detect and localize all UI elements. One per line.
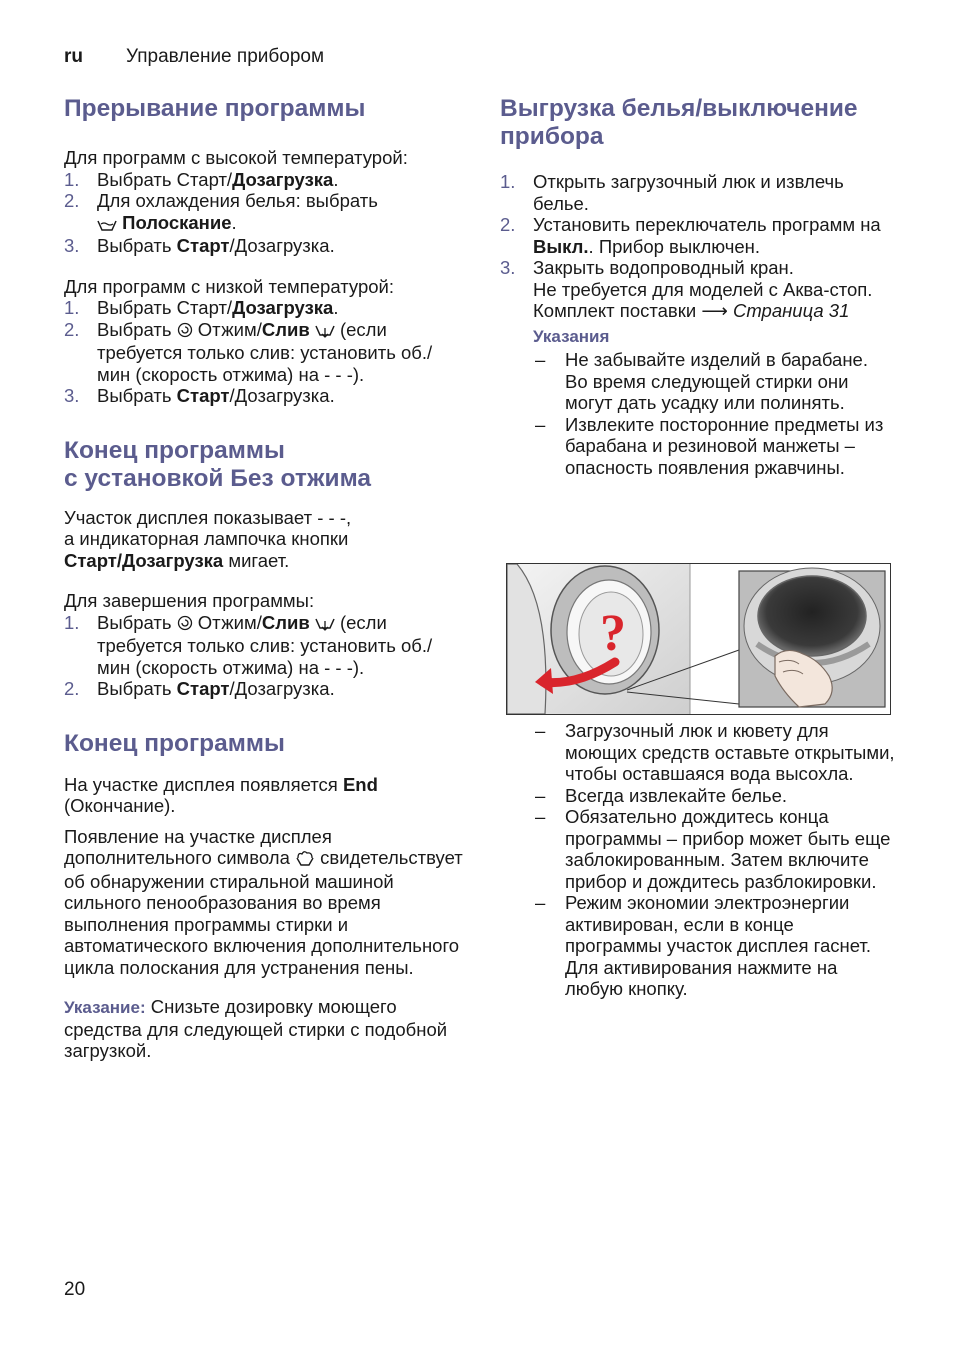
- spin-icon: [177, 321, 193, 343]
- nospin-paragraph: Участок дисплея показывает - - -, а индикаторная лампочка кнопки Старт/Дозагрузка мигает.: [64, 506, 352, 571]
- spin-icon: [177, 614, 193, 636]
- page-header: [64, 46, 324, 68]
- list-item: 1. Выбрать Отжим/Слив (если требуется только слив: установить об./мин (скорость отжима) на - - -).: [64, 611, 433, 678]
- heading-nospin: Конец программы с установкой Без отжима: [64, 436, 372, 492]
- page-reference[interactable]: Страница 31: [732, 300, 850, 321]
- drain-icon: [315, 321, 335, 343]
- language-code: ru: [64, 46, 83, 67]
- finish-steps: [64, 612, 464, 700]
- list-item: 3. Выбрать Старт/Дозагрузка.: [64, 235, 335, 256]
- heading-end: Конец программы: [64, 729, 285, 757]
- rinse-icon: [97, 214, 117, 236]
- list-item: 2. Выбрать Отжим/Слив (если требуется только слив: установить об./мин (скорость отжима) на - - -).: [64, 318, 433, 385]
- list-item: – Не забывайте изделий в барабане. Во время следующей стирки они могут дать усадку или полинять.: [535, 349, 868, 413]
- list-item: – Загрузочный люк и кювету для моющих средств оставьте открытыми, чтобы оставшаяся вода высохла.: [535, 720, 895, 784]
- right-column: [500, 95, 895, 999]
- list-item: 1. Открыть загрузочный люк и извлечь белье.: [500, 171, 844, 214]
- list-item: 3. Выбрать Старт/Дозагрузка.: [64, 385, 335, 406]
- heading-unload: Выгрузка белья/выключение прибора: [500, 95, 858, 150]
- low-temp-intro: Для программ с низкой температурой:: [64, 275, 394, 297]
- notes-list: [533, 349, 895, 478]
- left-column: [64, 95, 464, 1062]
- arrow-icon: ⟶: [701, 300, 728, 321]
- drain-icon: [315, 614, 335, 636]
- list-item: 3. Закрыть водопроводный кран. Не требуется для моделей с Аква-стоп. Комплект поставки ⟶ Страница 31 Указания: [500, 257, 895, 347]
- foam-icon: [295, 849, 315, 871]
- end-hint: Указание: Снизьте дозировку моющего средства для следующей стирки с подобной загрузкой.: [64, 996, 448, 1061]
- page-number: 20: [64, 1279, 86, 1300]
- list-item: – Всегда извлекайте белье.: [535, 784, 788, 806]
- notes-label: Указания: [533, 326, 610, 346]
- list-item: – Извлеките посторонние предметы из барабана и резиновой манжеты – опасность появления ржавчины.: [535, 413, 884, 478]
- door-drawing: [507, 564, 890, 714]
- question-mark: ?: [600, 605, 626, 662]
- end-paragraph: На участке дисплея появляется End (Окончание).: [64, 773, 378, 816]
- section-title: Управление прибором: [126, 46, 325, 67]
- finish-intro: Для завершения программы:: [64, 590, 315, 611]
- list-item: – Обязательно дождитесь конца программы – прибор может быть еще заблокированным. Затем включите прибор и дождитесь разблокировки.: [535, 806, 891, 892]
- high-temp-steps: [64, 169, 464, 257]
- low-temp-steps: [64, 297, 464, 407]
- heading-interrupt: Прерывание программы: [64, 95, 366, 122]
- foam-paragraph: Появление на участке дисплея дополнительного символа свидетельствует об обнаружении стиральной машиной сильного пенообразования во время выполнения программы стирки и автоматического включения дополнительного цикла полоскания для устранения пены.: [64, 825, 463, 978]
- list-item: 2. Выбрать Старт/Дозагрузка.: [64, 678, 335, 699]
- washer-door-illustration: [506, 563, 891, 715]
- unload-steps: [500, 171, 895, 347]
- list-item: – Режим экономии электроэнергии активирован, если в конце программы участок дисплея гаснет. Для активирования нажмите на любую кнопку.: [535, 892, 871, 999]
- high-temp-intro: Для программ с высокой температурой:: [64, 147, 408, 168]
- list-item: 2. Установить переключатель программ на Выкл.. Прибор выключен.: [500, 214, 881, 257]
- list-item: 1. Выбрать Старт/Дозагрузка.: [64, 297, 339, 318]
- notes-list-2: [533, 720, 895, 1000]
- list-item: 2. Для охлаждения белья: выбрать Полоскание.: [64, 190, 464, 235]
- list-item: 1. Выбрать Старт/Дозагрузка.: [64, 168, 339, 190]
